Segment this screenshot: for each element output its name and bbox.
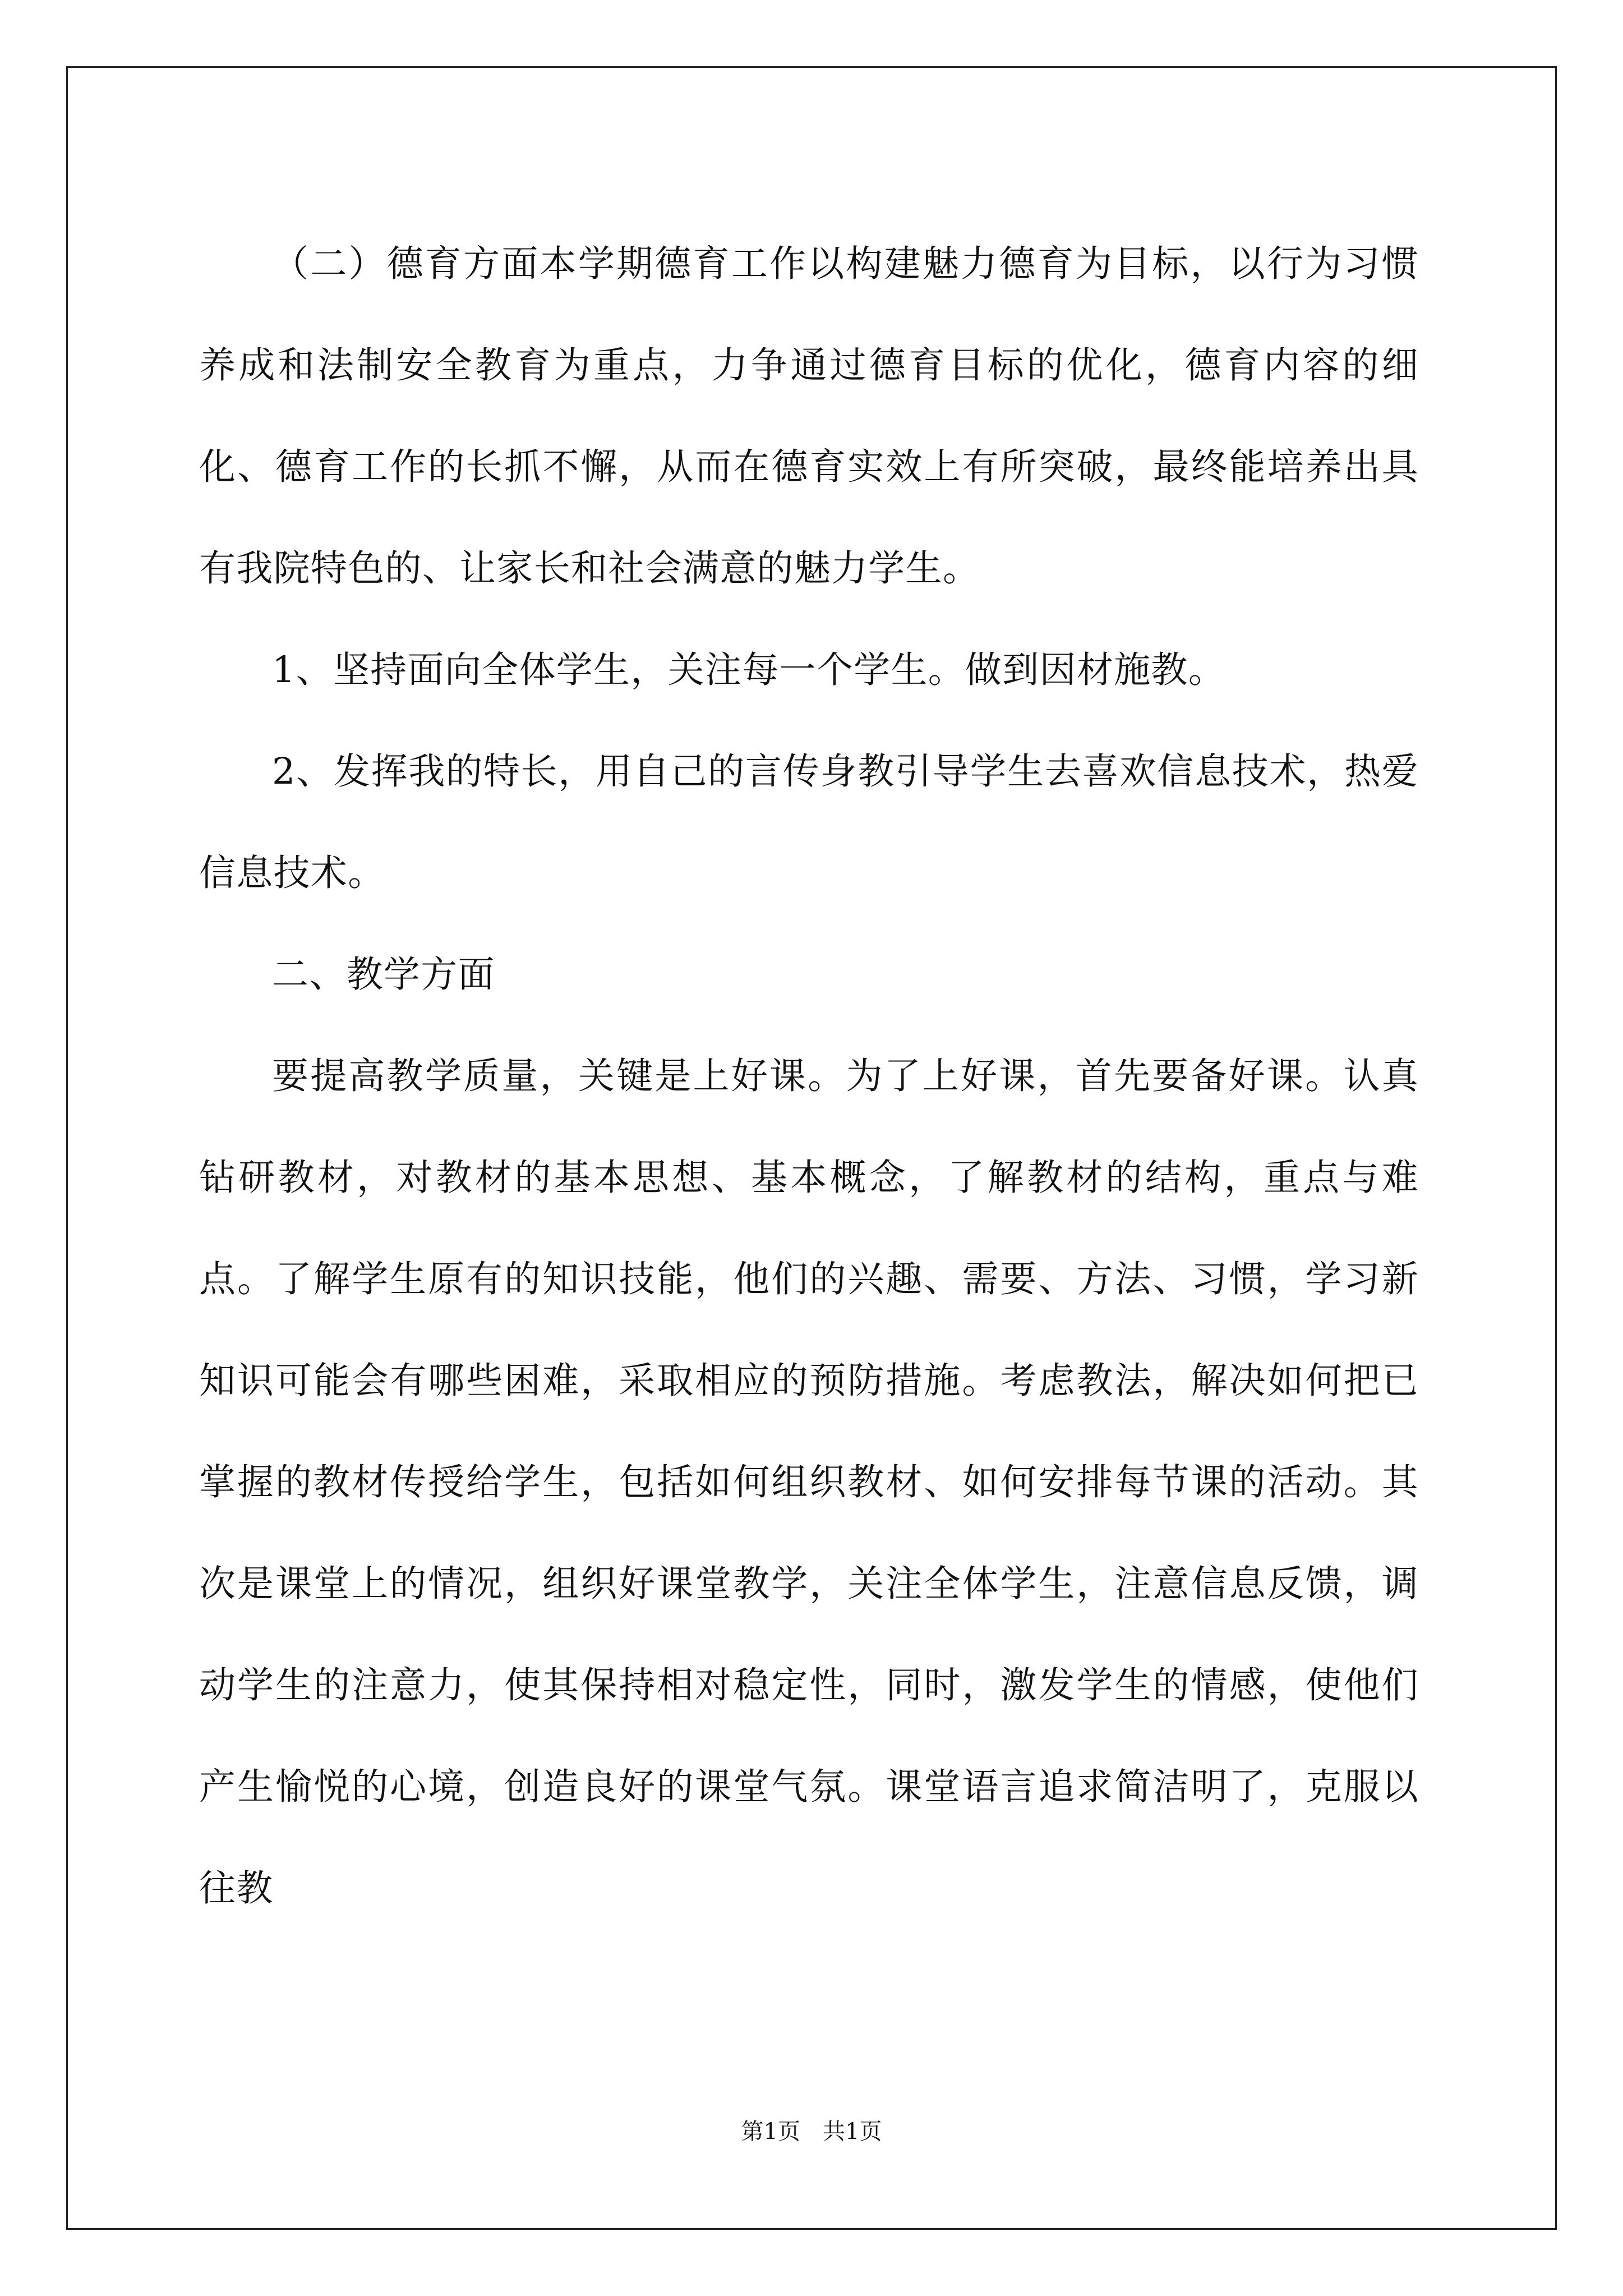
paragraph-moral-education: （二）德育方面本学期德育工作以构建魅力德育为目标，以行为习惯养成和法制安全教育为重点，力争通过德育目标的优化，德育内容的细化、德育工作的长抓不懈，从而在德育实效上有所突破，最终能培养出具有我院特色的、让家长和社会满意的魅力学生。 [199, 243, 1419, 590]
page-footer: 第1页 共1页 [741, 2119, 882, 2145]
paragraph-item-2: 2、发挥我的特长，用自己的言传身教引导学生去喜欢信息技术，热爱信息技术。 [199, 751, 1419, 894]
paragraph-item-1: 1、坚持面向全体学生，关注每一个学生。做到因材施教。 [272, 649, 1226, 691]
paragraph-teaching: 要提高教学质量，关键是上好课。为了上好课，首先要备好课。认真钻研教材，对教材的基本思想、基本概念，了解教材的结构，重点与难点。了解学生原有的知识技能，他们的兴趣、需要、方法、习惯，学习新知识可能会有哪些困难，采取相应的预防措施。考虑教法，解决如何把已掌握的教材传授给学生，包括如何组织教材、如何安排每节课的活动。其次是课堂上的情况，组织好课堂教学，关注全体学生，注意信息反馈，调动学生的注意力，使其保持相对稳定性，同时，激发学生的情感，使他们产生愉悦的心境，创造良好的课堂气氛。课堂语言追求简洁明了，克服以往教 [199, 1055, 1419, 1910]
section-heading-teaching: 二、教学方面 [272, 954, 495, 996]
document-body [199, 213, 1419, 1939]
